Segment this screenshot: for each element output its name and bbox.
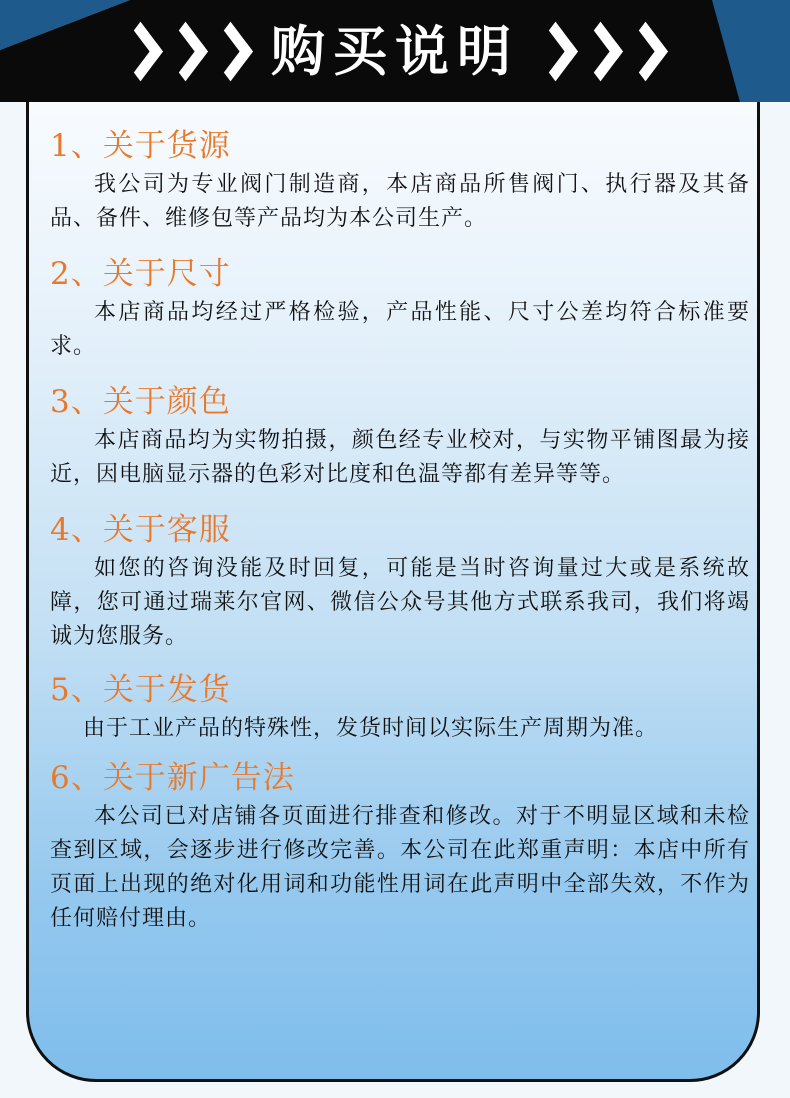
chevron-right-icon: [578, 21, 623, 81]
section-source: [50, 126, 750, 236]
sections-list: [50, 126, 750, 936]
section-title: 4、关于客服: [50, 512, 231, 548]
chevron-right-icon: [533, 21, 578, 81]
header-banner: [0, 0, 790, 102]
chevrons-right-icon: [122, 33, 253, 70]
section-text: 由于工业产品的特殊性，发货时间以实际生产周期为准。: [83, 716, 659, 741]
chevron-right-icon: [623, 21, 668, 81]
chevrons-right-icon: [537, 33, 668, 70]
section-title: 1、关于货源: [50, 128, 231, 164]
page-title: 购买说明: [271, 19, 519, 83]
section-text: 本公司已对店铺各页面进行排查和修改。对于不明显区域和未检查到区域，会逐步进行修改完善。本公司在此郑重声明：本店中所有页面上出现的绝对化用词和功能性用词在此声明中全部失效，不作为任何赔付理由。: [50, 804, 750, 931]
section-advertising-law: [50, 758, 750, 936]
title-row: [0, 0, 790, 102]
chevron-right-icon: [163, 21, 208, 81]
section-title: 3、关于颜色: [50, 384, 231, 420]
chevron-right-icon: [208, 21, 253, 81]
section-text: 本店商品均经过严格检验，产品性能、尺寸公差均符合标准要求。: [50, 300, 750, 359]
section-shipping: [50, 670, 750, 746]
section-text: 如您的咨询没能及时回复，可能是当时咨询量过大或是系统故障，您可通过瑞莱尔官网、微信公众号其他方式联系我司，我们将竭诚为您服务。: [50, 556, 750, 649]
section-text: 本店商品均为实物拍摄，颜色经专业校对，与实物平铺图最为接近，因电脑显示器的色彩对比度和色温等都有差异等等。: [50, 428, 750, 487]
section-title: 5、关于发货: [50, 672, 231, 708]
section-title: 2、关于尺寸: [50, 256, 231, 292]
section-title: 6、关于新广告法: [50, 760, 295, 796]
section-size: [50, 254, 750, 364]
section-color: [50, 382, 750, 492]
chevron-right-icon: [118, 21, 163, 81]
section-text: 我公司为专业阀门制造商，本店商品所售阀门、执行器及其备品、备件、维修包等产品均为本公司生产。: [50, 172, 750, 231]
section-customer-service: [50, 510, 750, 654]
